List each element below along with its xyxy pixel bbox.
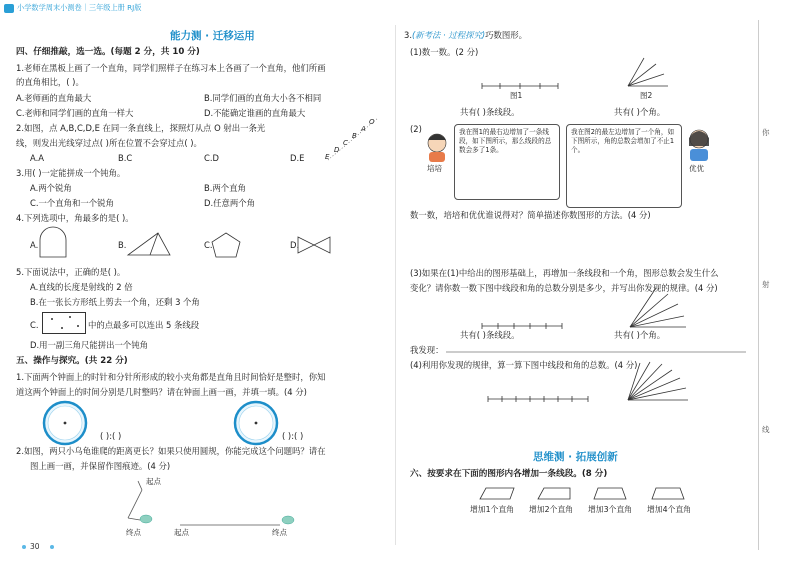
q2-point-o: O	[369, 118, 375, 126]
part6-title: 六、按要求在下面的图形内各增加一条线段。(8 分)	[410, 469, 608, 479]
trapezoid-label-3: 增加3个直角	[588, 505, 632, 514]
trapezoid-label-1: 增加1个直角	[470, 505, 514, 514]
trapezoid-3	[594, 488, 626, 499]
q2-option-a[interactable]: A.A	[30, 153, 44, 163]
q5-stem: 5.下面说法中，正确的是( )。	[16, 267, 126, 277]
side-char-bottom: 线	[762, 425, 770, 434]
q2-stem-2: 线，则发出光线穿过点( )所在位置不会穿过点( )。	[16, 138, 202, 148]
q2-point-e: E	[325, 153, 330, 161]
q1-option-d[interactable]: D.不能确定谁画的直角最大	[204, 108, 306, 118]
fig1-label: 图1	[510, 91, 523, 100]
p5q2-line2: 图上画一画，并保留作图痕迹。(4 分)	[30, 461, 171, 471]
q4-option-b[interactable]: B.	[118, 240, 127, 250]
p5q1-line1: 1.下面两个钟面上的时针和分针所形成的较小夹角都是直角且时间恰好是整时，你知	[16, 372, 326, 382]
q3-ask: 数一数，培培和优优谁说得对？简单描述你数图形的方法。(4 分)	[410, 210, 651, 220]
q1-stem-2: 的直角相比，( )。	[16, 77, 84, 87]
page-number: 30	[30, 542, 40, 551]
bubble-peipei: 我在图1的最右边增加了一条线段，如下图所示，那么线段的总数会多了1条。	[454, 124, 560, 200]
q5-option-c-suffix: 中的点最多可以连出 5 条线段	[88, 320, 200, 330]
q4-option-c[interactable]: C.	[204, 240, 213, 250]
trapezoid-1	[480, 488, 514, 499]
q2-point-a: A	[361, 125, 366, 133]
q3-sub3-line1: (3)如果在(1)中给出的图形基础上，再增加一条线段和一个角，图形总数会发生什么	[410, 268, 719, 278]
q1-option-c[interactable]: C.老师和同学们画的直角一样大	[16, 108, 134, 118]
q4-stem: 4.下列选项中，角最多的是( )。	[16, 213, 134, 223]
side-char-top: 你	[762, 128, 770, 137]
q5-option-d[interactable]: D.用一副三角尺能拼出一个钝角	[30, 340, 148, 350]
q2-point-c: C	[343, 139, 348, 147]
side-char-mid: 射	[762, 280, 770, 289]
q2-stem-1: 2.如图，点 A,B,C,D,E 在同一条直线上，探照灯从点 O 射出一条光	[16, 123, 266, 133]
turtle1-end: 终点	[126, 528, 141, 537]
header-title: 小学数学周末小测卷｜三年级上册 RJ版	[17, 3, 142, 12]
q2-option-c[interactable]: C.D	[204, 153, 219, 163]
count1-angles[interactable]: 共有( )个角。	[614, 107, 666, 117]
bubble-youyou: 我在图2的最左边增加了一个角，如下图所示，角的总数会增加了不止1个。	[566, 124, 682, 208]
count1-segments[interactable]: 共有( )条线段。	[460, 107, 520, 117]
count3-segments[interactable]: 共有( )条线段。	[460, 330, 520, 340]
q5-option-b[interactable]: B.在一张长方形纸上剪去一个角，还剩 3 个角	[30, 297, 200, 307]
q1-option-a[interactable]: A.老师画的直角最大	[16, 93, 92, 103]
trapezoid-4	[652, 488, 684, 499]
q2-point-b: B	[352, 132, 357, 140]
trapezoid-label-2: 增加2个直角	[529, 505, 573, 514]
turtle1-start: 起点	[146, 477, 161, 486]
q3-stem: 3.用( )一定能拼成一个钝角。	[16, 168, 126, 178]
p5q2-line1: 2.如图，两只小乌龟谁爬的距离更长？如果只使用圆规，你能完成这个问题吗？请在	[16, 446, 326, 456]
found-label: 我发现：	[410, 345, 444, 355]
fig2-label: 图2	[640, 91, 653, 100]
q3-option-d[interactable]: D.任意两个角	[204, 198, 255, 208]
q4-option-a[interactable]: A.	[30, 240, 39, 250]
q1-stem-1: 1.老师在黑板上画了一个直角，同学们照样子在练习本上各画了一个直角，他们所画	[16, 63, 326, 73]
turtle2-start: 起点	[174, 528, 189, 537]
p5q1-line2: 道这两个钟面上的时间分别是几时整吗？请在钟面上画一画，并填一填。(4 分)	[16, 387, 307, 397]
q3-title: 3.(新考法 · 过程探究)巧数图形。	[404, 30, 528, 40]
part5-title: 五、操作与探究。(共 22 分)	[16, 356, 128, 366]
q3-sub1: (1)数一数。(2 分)	[410, 47, 479, 57]
trapezoid-label-4: 增加4个直角	[647, 505, 691, 514]
q3-sub4: (4)利用你发现的规律，算一算下图中线段和角的总数。(4 分)	[410, 360, 638, 370]
q5-option-c-prefix[interactable]: C.	[30, 320, 39, 330]
q3-option-b[interactable]: B.两个直角	[204, 183, 246, 193]
q4-option-d[interactable]: D.	[290, 240, 300, 250]
q3-sub2: (2)	[410, 124, 422, 134]
section-title-ability: 能力测 · 迁移运用	[170, 30, 255, 42]
q3-sub3-line2: 变化？请你数一数下图中线段和角的总数分别是多少，并写出你发现的规律。(4 分)	[410, 283, 718, 293]
q3-option-a[interactable]: A.两个锐角	[30, 183, 72, 193]
turtle2-end: 终点	[272, 528, 287, 537]
q2-option-b[interactable]: B.C	[118, 153, 133, 163]
q2-point-d: D	[334, 146, 340, 154]
trapezoid-2	[538, 488, 570, 499]
q1-option-b[interactable]: B.同学们画的直角大小各不相同	[204, 93, 322, 103]
binding-line	[758, 20, 759, 550]
name-youyou: 优优	[689, 164, 704, 173]
count3-angles[interactable]: 共有( )个角。	[614, 330, 666, 340]
clock-right-answer[interactable]: ( ):( )	[282, 431, 304, 441]
section-title-thinking: 思维测 · 拓展创新	[533, 451, 618, 463]
q5-option-a[interactable]: A.直线的长度是射线的 2 倍	[30, 282, 133, 292]
clock-left-answer[interactable]: ( ):( )	[100, 431, 122, 441]
q3-option-c[interactable]: C.一个直角和一个锐角	[30, 198, 114, 208]
q2-option-d[interactable]: D.E	[290, 153, 305, 163]
part4-title: 四、仔细推敲，选一选。(每题 2 分，共 10 分)	[16, 47, 200, 57]
name-peipei: 培培	[427, 164, 442, 173]
